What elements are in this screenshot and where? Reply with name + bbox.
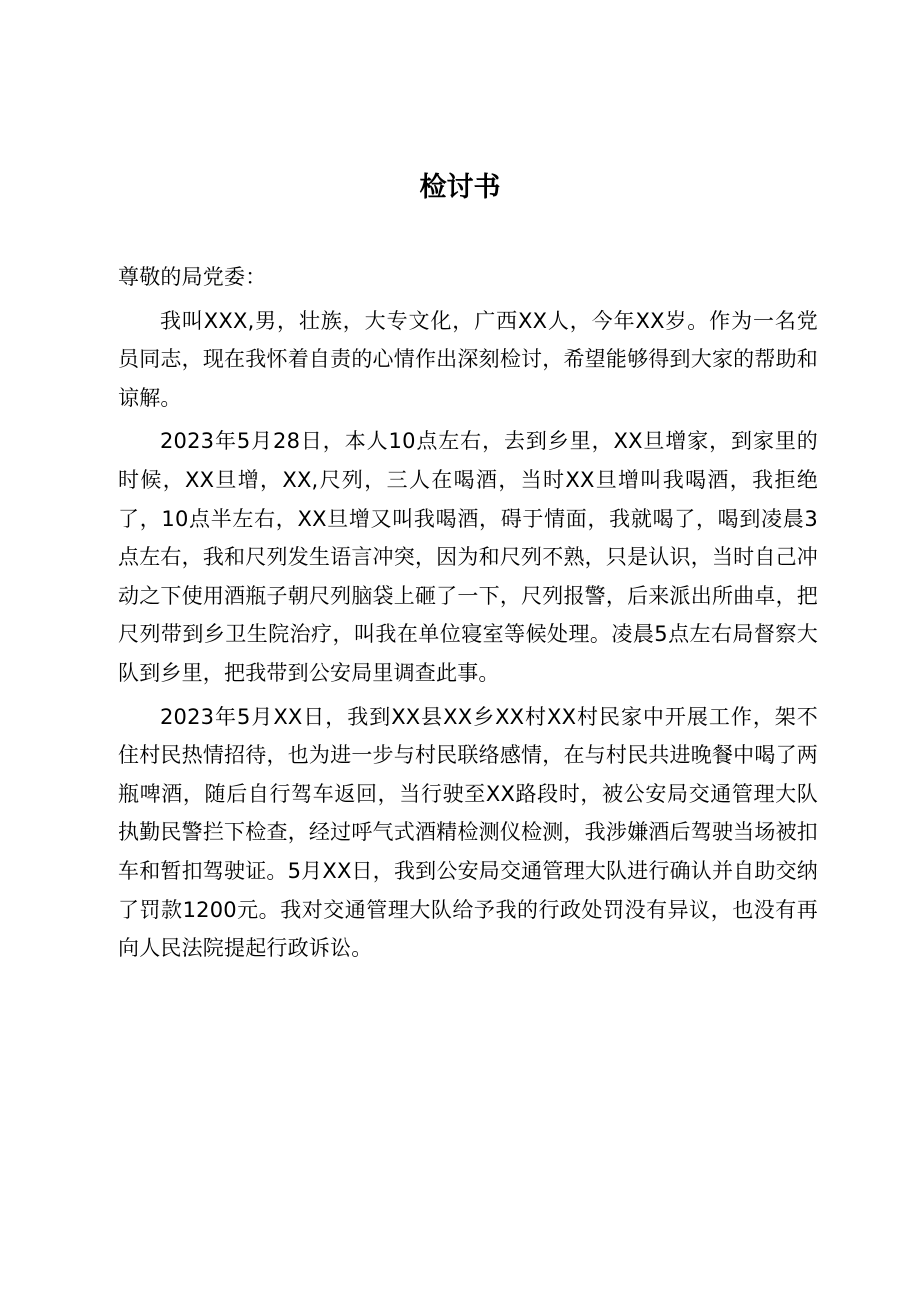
paragraph-introduction: 我叫XXX,男，壮族，大专文化，广西XX人，今年XX岁。作为一名党员同志，现在我怀着自责的心情作出深刻检讨，希望能够得到大家的帮助和谅解。 (118, 308, 818, 410)
paragraph-incident-may-28: 2023年5月28日，本人10点左右，去到乡里，XX旦增家，到家里的时候，XX旦增，XX,尺列，三人在喝酒，当时XX旦增叫我喝酒，我拒绝了，10点半左右，XX旦增又叫我喝酒，碍于情面，我就喝了，喝到凌晨3点左右，我和尺列发生语言冲突，因为和尺列不熟，只是认识，当时自己冲动之下使用酒瓶子朝尺列脑袋上砸了一下，尺列报警，后来派出所曲卓，把尺列带到乡卫生院治疗，叫我在单位寝室等候处理。凌晨5点左右局督察大队到乡里，把我带到公安局里调查此事。 (118, 429, 818, 685)
salutation: 尊敬的局党委： (118, 265, 267, 289)
document-body (118, 258, 818, 973)
document-title: 检讨书 (419, 172, 501, 203)
paragraph-drunk-driving-incident: 2023年5月XX日，我到XX县XX乡XX村XX村民家中开展工作，架不住村民热情招待，也为进一步与村民联络感情，在与村民共进晚餐中喝了两瓶啤酒，随后自行驾车返回，当行驶至XX路段时，被公安局交通管理大队执勤民警拦下检查，经过呼气式酒精检测仪检测，我涉嫌酒后驾驶当场被扣车和暂扣驾驶证。5月XX日，我到公安局交通管理大队进行确认并自助交纳了罚款1200元。我对交通管理大队给予我的行政处罚没有异议，也没有再向人民法院提起行政诉讼。 (118, 704, 818, 961)
